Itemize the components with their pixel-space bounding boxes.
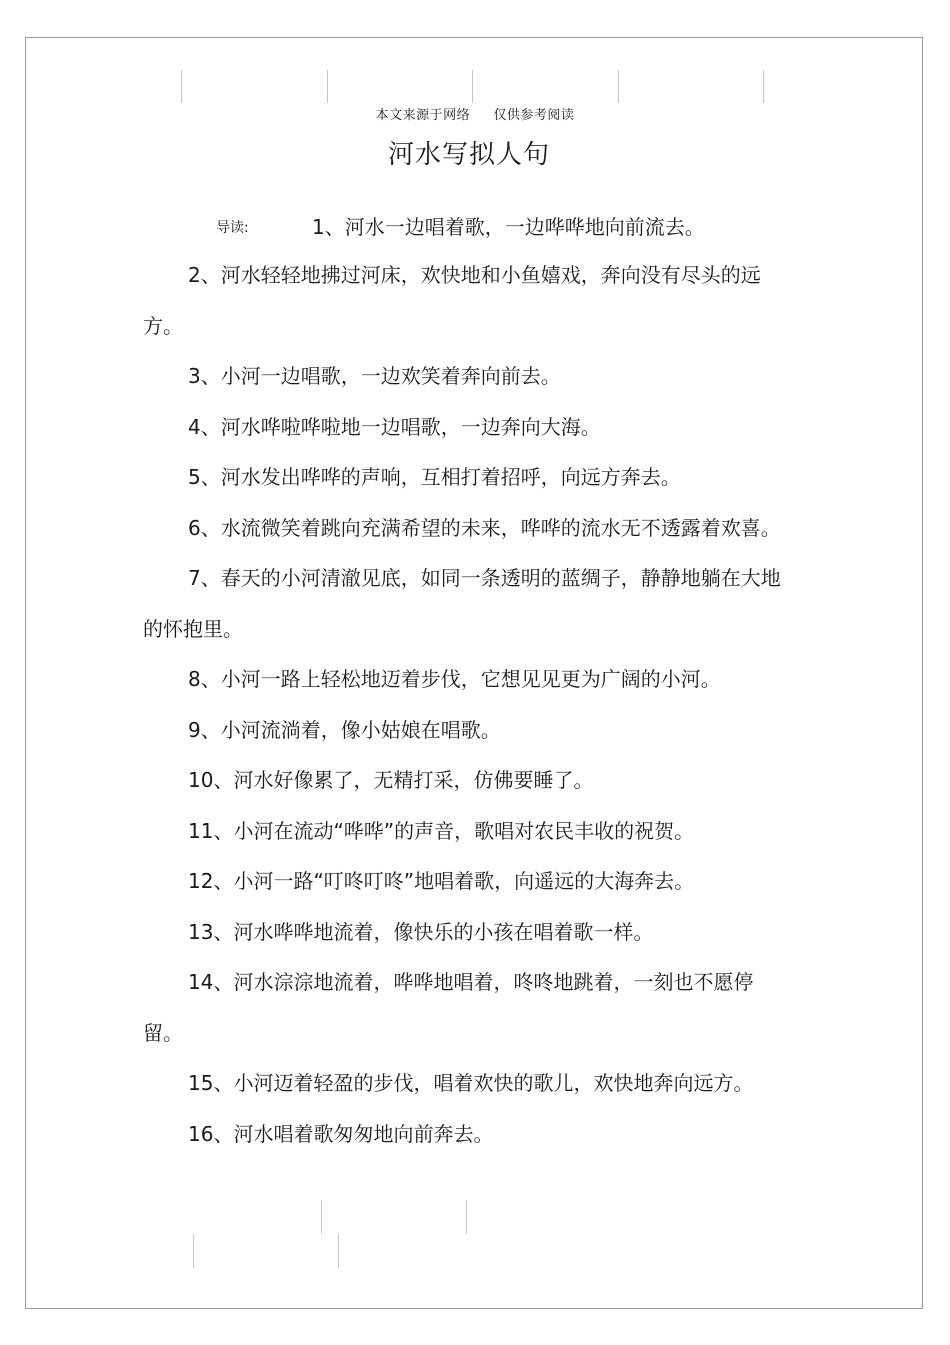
top-rule-mark xyxy=(472,70,473,103)
sentence-2: 2、河水轻轻地拂过河床，欢快地和小鱼嬉戏，奔向没有尽头的远方。 xyxy=(143,263,761,338)
bottom-rule-mark xyxy=(338,1234,339,1268)
top-rule-mark xyxy=(327,70,328,103)
top-rule-mark xyxy=(763,70,764,103)
sentence-6: 6、水流微笑着跳向充满希望的未来，哗哗的流水无不透露着欢喜。 xyxy=(188,515,781,540)
sentence-list xyxy=(143,250,783,1159)
sentence-10: 10、河水好像累了，无精打采，仿佛要睡了。 xyxy=(188,768,594,792)
sentence-5: 5、河水发出哗哗的声响，互相打着招呼，向远方奔去。 xyxy=(188,465,681,489)
sentence-7: 7、春天的小河清澈见底，如同一条透明的蓝绸子，静静地躺在大地的怀抱里。 xyxy=(143,566,781,641)
source-note: 本文来源于网络 仅供参考阅读 xyxy=(375,108,575,123)
page-title: 河水写拟人句 xyxy=(387,140,550,170)
top-rule-mark xyxy=(181,70,182,103)
sentence-9: 9、小河流淌着，像小姑娘在唱歌。 xyxy=(188,717,501,742)
bottom-rule-mark xyxy=(193,1234,194,1268)
sentence-14: 14、河水淙淙地流着，哗哗地唱着，咚咚地跳着，一刻也不愿停留。 xyxy=(143,970,754,1045)
top-rule-mark xyxy=(618,70,619,103)
sentence-1: 1、河水一边唱着歌，一边哗哗地向前流去。 xyxy=(312,215,705,239)
sentence-15: 15、小河迈着轻盈的步伐，唱着欢快的歌儿，欢快地奔向远方。 xyxy=(188,1071,754,1095)
sentence-3: 3、小河一边唱歌，一边欢笑着奔向前去。 xyxy=(188,364,561,388)
sentence-16: 16、河水唱着歌匆匆地向前奔去。 xyxy=(188,1121,494,1146)
intro-label: 导读: xyxy=(216,220,249,236)
intro-line xyxy=(216,211,705,240)
sentence-8: 8、小河一路上轻松地迈着步伐，它想见见更为广阔的小河。 xyxy=(188,667,721,691)
sentence-13: 13、河水哗哗地流着，像快乐的小孩在唱着歌一样。 xyxy=(188,919,654,944)
sentence-11: 11、小河在流动“哗哗”的声音，歌唱对农民丰收的祝贺。 xyxy=(188,818,695,843)
bottom-rule-mark xyxy=(466,1200,467,1234)
sentence-4: 4、河水哗啦哗啦地一边唱歌，一边奔向大海。 xyxy=(188,414,601,439)
sentence-12: 12、小河一路“叮咚叮咚”地唱着歌，向遥远的大海奔去。 xyxy=(188,869,695,893)
bottom-rule-mark xyxy=(321,1200,322,1234)
